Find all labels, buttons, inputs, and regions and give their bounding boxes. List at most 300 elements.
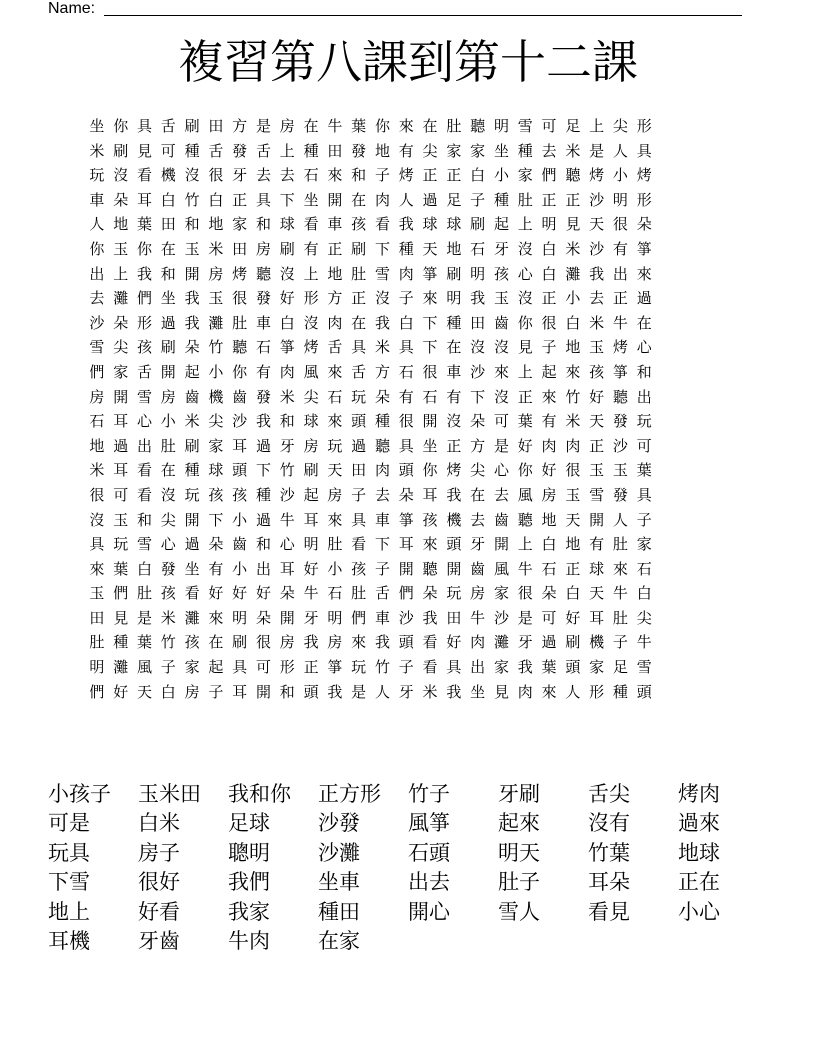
grid-cell[interactable]: 明	[493, 117, 509, 135]
grid-cell[interactable]: 很	[565, 461, 581, 480]
grid-cell[interactable]: 過	[113, 436, 129, 455]
grid-cell[interactable]: 上	[113, 264, 129, 283]
grid-cell[interactable]: 車	[327, 215, 343, 234]
grid-cell[interactable]: 牛	[303, 584, 319, 603]
grid-cell[interactable]: 來	[327, 166, 343, 185]
grid-cell[interactable]: 有	[208, 559, 224, 578]
grid-cell[interactable]: 家	[232, 215, 248, 234]
grid-cell[interactable]: 齒	[493, 313, 509, 332]
grid-cell[interactable]: 具	[232, 658, 248, 677]
grid-cell[interactable]: 過	[422, 190, 438, 209]
grid-cell[interactable]: 玉	[565, 485, 581, 504]
grid-cell[interactable]: 在	[160, 461, 176, 480]
grid-cell[interactable]: 開	[113, 387, 129, 406]
grid-cell[interactable]: 具	[398, 436, 414, 455]
grid-cell[interactable]: 耳	[279, 559, 295, 578]
grid-cell[interactable]: 足	[565, 117, 581, 135]
grid-cell[interactable]: 竹	[160, 633, 176, 652]
grid-cell[interactable]: 球	[422, 215, 438, 234]
grid-cell[interactable]: 和	[255, 215, 271, 234]
grid-cell[interactable]: 沒	[446, 412, 462, 431]
grid-cell[interactable]: 起	[208, 658, 224, 677]
grid-cell[interactable]: 玉	[184, 239, 200, 258]
grid-cell[interactable]: 白	[136, 559, 152, 578]
grid-cell[interactable]: 機	[446, 510, 462, 529]
grid-cell[interactable]: 玉	[113, 239, 129, 258]
grid-cell[interactable]: 房	[89, 387, 105, 406]
grid-cell[interactable]: 小	[565, 289, 581, 308]
grid-cell[interactable]: 在	[470, 485, 486, 504]
grid-cell[interactable]: 發	[232, 141, 248, 160]
grid-cell[interactable]: 灘	[493, 633, 509, 652]
grid-cell[interactable]: 牙	[279, 436, 295, 455]
grid-cell[interactable]: 有	[446, 387, 462, 406]
grid-cell[interactable]: 們	[541, 166, 557, 185]
grid-cell[interactable]: 白	[208, 190, 224, 209]
grid-cell[interactable]: 家	[113, 362, 129, 381]
grid-cell[interactable]: 去	[541, 141, 557, 160]
grid-cell[interactable]: 家	[589, 658, 605, 677]
grid-cell[interactable]: 我	[136, 264, 152, 283]
grid-cell[interactable]: 葉	[351, 117, 367, 135]
grid-cell[interactable]: 具	[351, 338, 367, 357]
grid-cell[interactable]: 可	[541, 608, 557, 627]
grid-cell[interactable]: 肉	[541, 436, 557, 455]
grid-cell[interactable]: 肉	[327, 313, 343, 332]
grid-cell[interactable]: 牛	[327, 117, 343, 135]
grid-cell[interactable]: 耳	[232, 436, 248, 455]
grid-cell[interactable]: 坐	[303, 190, 319, 209]
grid-cell[interactable]: 竹	[208, 338, 224, 357]
grid-cell[interactable]: 沙	[470, 362, 486, 381]
grid-cell[interactable]: 明	[327, 608, 343, 627]
grid-cell[interactable]: 箏	[422, 264, 438, 283]
grid-cell[interactable]: 在	[446, 338, 462, 357]
grid-cell[interactable]: 玩	[636, 412, 652, 431]
grid-cell[interactable]: 們	[136, 289, 152, 308]
grid-cell[interactable]: 和	[279, 682, 295, 701]
grid-cell[interactable]: 明	[89, 658, 105, 677]
grid-cell[interactable]: 地	[374, 141, 390, 160]
grid-cell[interactable]: 田	[89, 608, 105, 627]
grid-cell[interactable]: 刷	[470, 215, 486, 234]
grid-cell[interactable]: 雪	[136, 387, 152, 406]
grid-cell[interactable]: 機	[208, 387, 224, 406]
grid-cell[interactable]: 田	[351, 461, 367, 480]
grid-cell[interactable]: 子	[160, 658, 176, 677]
grid-cell[interactable]: 烤	[398, 166, 414, 185]
grid-cell[interactable]: 車	[374, 510, 390, 529]
grid-cell[interactable]: 看	[303, 215, 319, 234]
grid-cell[interactable]: 種	[255, 485, 271, 504]
grid-cell[interactable]: 頭	[565, 658, 581, 677]
grid-cell[interactable]: 在	[160, 239, 176, 258]
grid-cell[interactable]: 牙	[470, 535, 486, 554]
grid-cell[interactable]: 米	[565, 239, 581, 258]
grid-cell[interactable]: 發	[255, 387, 271, 406]
grid-cell[interactable]: 足	[446, 190, 462, 209]
grid-cell[interactable]: 尖	[612, 117, 628, 135]
grid-cell[interactable]: 竹	[184, 190, 200, 209]
grid-cell[interactable]: 肚	[612, 535, 628, 554]
grid-cell[interactable]: 去	[589, 289, 605, 308]
grid-cell[interactable]: 明	[612, 190, 628, 209]
grid-cell[interactable]: 我	[303, 633, 319, 652]
grid-cell[interactable]: 們	[89, 362, 105, 381]
grid-cell[interactable]: 朵	[374, 387, 390, 406]
grid-cell[interactable]: 上	[303, 264, 319, 283]
grid-cell[interactable]: 開	[327, 190, 343, 209]
grid-cell[interactable]: 米	[565, 412, 581, 431]
grid-cell[interactable]: 好	[565, 608, 581, 627]
grid-cell[interactable]: 開	[160, 362, 176, 381]
grid-cell[interactable]: 房	[279, 117, 295, 135]
grid-cell[interactable]: 人	[565, 682, 581, 701]
grid-cell[interactable]: 過	[184, 535, 200, 554]
grid-cell[interactable]: 玉	[89, 584, 105, 603]
grid-cell[interactable]: 箏	[279, 338, 295, 357]
grid-cell[interactable]: 朵	[636, 215, 652, 234]
grid-cell[interactable]: 灘	[184, 608, 200, 627]
grid-cell[interactable]: 是	[517, 608, 533, 627]
grid-cell[interactable]: 心	[636, 338, 652, 357]
grid-cell[interactable]: 田	[208, 117, 224, 135]
grid-cell[interactable]: 石	[255, 338, 271, 357]
grid-cell[interactable]: 心	[493, 461, 509, 480]
grid-cell[interactable]: 可	[493, 412, 509, 431]
grid-cell[interactable]: 來	[636, 264, 652, 283]
grid-cell[interactable]: 刷	[303, 461, 319, 480]
grid-cell[interactable]: 葉	[541, 658, 557, 677]
grid-cell[interactable]: 過	[541, 633, 557, 652]
grid-cell[interactable]: 看	[136, 166, 152, 185]
grid-cell[interactable]: 種	[113, 633, 129, 652]
grid-cell[interactable]: 很	[517, 584, 533, 603]
grid-cell[interactable]: 朵	[255, 608, 271, 627]
grid-cell[interactable]: 可	[541, 117, 557, 135]
grid-cell[interactable]: 米	[565, 141, 581, 160]
grid-cell[interactable]: 開	[446, 559, 462, 578]
grid-cell[interactable]: 看	[351, 535, 367, 554]
grid-cell[interactable]: 葉	[136, 215, 152, 234]
grid-cell[interactable]: 沒	[279, 264, 295, 283]
grid-cell[interactable]: 風	[493, 559, 509, 578]
grid-cell[interactable]: 正	[303, 658, 319, 677]
grid-cell[interactable]: 田	[446, 608, 462, 627]
grid-cell[interactable]: 們	[89, 682, 105, 701]
grid-cell[interactable]: 起	[184, 362, 200, 381]
grid-cell[interactable]: 田	[470, 313, 486, 332]
grid-cell[interactable]: 來	[493, 362, 509, 381]
grid-cell[interactable]: 去	[374, 485, 390, 504]
grid-cell[interactable]: 玉	[493, 289, 509, 308]
grid-cell[interactable]: 可	[636, 436, 652, 455]
grid-cell[interactable]: 肉	[374, 461, 390, 480]
grid-cell[interactable]: 舌	[160, 117, 176, 135]
grid-cell[interactable]: 石	[422, 387, 438, 406]
grid-cell[interactable]: 起	[493, 215, 509, 234]
grid-cell[interactable]: 很	[255, 633, 271, 652]
grid-cell[interactable]: 有	[398, 141, 414, 160]
grid-cell[interactable]: 正	[422, 166, 438, 185]
grid-cell[interactable]: 我	[422, 608, 438, 627]
grid-cell[interactable]: 見	[113, 608, 129, 627]
grid-cell[interactable]: 具	[446, 658, 462, 677]
grid-cell[interactable]: 我	[327, 682, 343, 701]
grid-cell[interactable]: 白	[541, 239, 557, 258]
grid-cell[interactable]: 刷	[184, 436, 200, 455]
grid-cell[interactable]: 下	[208, 510, 224, 529]
grid-cell[interactable]: 牛	[470, 608, 486, 627]
grid-cell[interactable]: 肚	[89, 633, 105, 652]
grid-cell[interactable]: 來	[89, 559, 105, 578]
grid-cell[interactable]: 有	[398, 387, 414, 406]
grid-cell[interactable]: 朵	[541, 584, 557, 603]
grid-cell[interactable]: 是	[136, 608, 152, 627]
grid-cell[interactable]: 來	[398, 117, 414, 135]
grid-cell[interactable]: 好	[279, 289, 295, 308]
grid-cell[interactable]: 來	[351, 633, 367, 652]
grid-cell[interactable]: 沒	[113, 166, 129, 185]
grid-cell[interactable]: 葉	[517, 412, 533, 431]
grid-cell[interactable]: 朵	[279, 584, 295, 603]
grid-cell[interactable]: 下	[255, 461, 271, 480]
grid-cell[interactable]: 很	[422, 362, 438, 381]
grid-cell[interactable]: 我	[374, 313, 390, 332]
grid-cell[interactable]: 和	[184, 215, 200, 234]
grid-cell[interactable]: 我	[398, 215, 414, 234]
grid-cell[interactable]: 小	[232, 510, 248, 529]
grid-cell[interactable]: 頭	[636, 682, 652, 701]
grid-cell[interactable]: 子	[636, 510, 652, 529]
grid-cell[interactable]: 沒	[374, 289, 390, 308]
grid-cell[interactable]: 竹	[279, 461, 295, 480]
grid-cell[interactable]: 上	[517, 362, 533, 381]
grid-cell[interactable]: 和	[351, 166, 367, 185]
grid-cell[interactable]: 明	[541, 215, 557, 234]
grid-cell[interactable]: 見	[493, 682, 509, 701]
grid-cell[interactable]: 玉	[589, 461, 605, 480]
grid-cell[interactable]: 去	[493, 485, 509, 504]
grid-cell[interactable]: 房	[255, 239, 271, 258]
grid-cell[interactable]: 去	[470, 510, 486, 529]
grid-cell[interactable]: 孩	[184, 633, 200, 652]
grid-cell[interactable]: 箏	[612, 362, 628, 381]
grid-cell[interactable]: 肚	[517, 190, 533, 209]
grid-cell[interactable]: 車	[374, 608, 390, 627]
grid-cell[interactable]: 石	[636, 559, 652, 578]
grid-cell[interactable]: 開	[279, 608, 295, 627]
grid-cell[interactable]: 子	[374, 559, 390, 578]
grid-cell[interactable]: 我	[255, 412, 271, 431]
grid-cell[interactable]: 田	[327, 141, 343, 160]
grid-cell[interactable]: 我	[184, 289, 200, 308]
grid-cell[interactable]: 肉	[470, 633, 486, 652]
grid-cell[interactable]: 和	[160, 264, 176, 283]
grid-cell[interactable]: 看	[136, 461, 152, 480]
grid-cell[interactable]: 沙	[279, 485, 295, 504]
grid-cell[interactable]: 聽	[255, 264, 271, 283]
grid-cell[interactable]: 見	[136, 141, 152, 160]
grid-cell[interactable]: 出	[89, 264, 105, 283]
grid-cell[interactable]: 形	[136, 313, 152, 332]
grid-cell[interactable]: 出	[470, 658, 486, 677]
grid-cell[interactable]: 方	[374, 362, 390, 381]
grid-cell[interactable]: 好	[517, 436, 533, 455]
grid-cell[interactable]: 家	[493, 584, 509, 603]
grid-cell[interactable]: 種	[493, 190, 509, 209]
grid-cell[interactable]: 具	[255, 190, 271, 209]
grid-cell[interactable]: 石	[398, 362, 414, 381]
grid-cell[interactable]: 人	[89, 215, 105, 234]
grid-cell[interactable]: 天	[327, 461, 343, 480]
grid-cell[interactable]: 來	[541, 387, 557, 406]
grid-cell[interactable]: 出	[612, 264, 628, 283]
grid-cell[interactable]: 是	[351, 682, 367, 701]
grid-cell[interactable]: 肉	[398, 264, 414, 283]
grid-cell[interactable]: 耳	[303, 510, 319, 529]
grid-cell[interactable]: 家	[446, 141, 462, 160]
name-underline[interactable]	[104, 15, 742, 16]
grid-cell[interactable]: 在	[208, 633, 224, 652]
grid-cell[interactable]: 心	[279, 535, 295, 554]
grid-cell[interactable]: 車	[255, 313, 271, 332]
grid-cell[interactable]: 玩	[446, 584, 462, 603]
grid-cell[interactable]: 牛	[517, 559, 533, 578]
grid-cell[interactable]: 我	[517, 658, 533, 677]
grid-cell[interactable]: 聽	[232, 338, 248, 357]
grid-cell[interactable]: 沒	[493, 338, 509, 357]
grid-cell[interactable]: 刷	[184, 117, 200, 135]
grid-cell[interactable]: 心	[517, 264, 533, 283]
grid-cell[interactable]: 舌	[255, 141, 271, 160]
grid-cell[interactable]: 刷	[160, 338, 176, 357]
grid-cell[interactable]: 種	[184, 461, 200, 480]
grid-cell[interactable]: 舌	[136, 362, 152, 381]
grid-cell[interactable]: 沒	[493, 387, 509, 406]
grid-cell[interactable]: 我	[374, 633, 390, 652]
grid-cell[interactable]: 孩	[493, 264, 509, 283]
grid-cell[interactable]: 葉	[136, 633, 152, 652]
grid-cell[interactable]: 竹	[565, 387, 581, 406]
grid-cell[interactable]: 發	[612, 485, 628, 504]
grid-cell[interactable]: 聽	[565, 166, 581, 185]
grid-cell[interactable]: 好	[446, 633, 462, 652]
grid-cell[interactable]: 米	[160, 608, 176, 627]
grid-cell[interactable]: 在	[303, 117, 319, 135]
grid-cell[interactable]: 很	[612, 215, 628, 234]
grid-cell[interactable]: 正	[327, 239, 343, 258]
grid-cell[interactable]: 沙	[589, 190, 605, 209]
grid-cell[interactable]: 刷	[446, 264, 462, 283]
grid-cell[interactable]: 刷	[351, 239, 367, 258]
grid-cell[interactable]: 肉	[517, 682, 533, 701]
grid-cell[interactable]: 是	[255, 117, 271, 135]
grid-cell[interactable]: 在	[636, 313, 652, 332]
grid-cell[interactable]: 尖	[160, 510, 176, 529]
grid-cell[interactable]: 好	[232, 584, 248, 603]
grid-cell[interactable]: 白	[470, 166, 486, 185]
grid-cell[interactable]: 有	[589, 535, 605, 554]
grid-cell[interactable]: 房	[327, 633, 343, 652]
grid-cell[interactable]: 子	[351, 485, 367, 504]
grid-cell[interactable]: 我	[589, 264, 605, 283]
grid-cell[interactable]: 玩	[184, 485, 200, 504]
grid-cell[interactable]: 肚	[136, 584, 152, 603]
grid-cell[interactable]: 家	[208, 436, 224, 455]
grid-cell[interactable]: 車	[446, 362, 462, 381]
grid-cell[interactable]: 沒	[470, 338, 486, 357]
grid-cell[interactable]: 種	[303, 141, 319, 160]
grid-cell[interactable]: 雪	[517, 117, 533, 135]
grid-cell[interactable]: 心	[160, 535, 176, 554]
grid-cell[interactable]: 尖	[422, 141, 438, 160]
grid-cell[interactable]: 下	[470, 387, 486, 406]
grid-cell[interactable]: 聽	[612, 387, 628, 406]
grid-cell[interactable]: 聽	[374, 436, 390, 455]
grid-cell[interactable]: 牛	[636, 633, 652, 652]
grid-cell[interactable]: 地	[565, 535, 581, 554]
grid-cell[interactable]: 我	[446, 485, 462, 504]
grid-cell[interactable]: 灘	[208, 313, 224, 332]
grid-cell[interactable]: 發	[351, 141, 367, 160]
grid-cell[interactable]: 去	[89, 289, 105, 308]
grid-cell[interactable]: 你	[517, 461, 533, 480]
grid-cell[interactable]: 房	[303, 436, 319, 455]
grid-cell[interactable]: 舌	[208, 141, 224, 160]
grid-cell[interactable]: 去	[279, 166, 295, 185]
grid-cell[interactable]: 雪	[136, 535, 152, 554]
grid-cell[interactable]: 家	[636, 535, 652, 554]
grid-cell[interactable]: 肉	[279, 362, 295, 381]
grid-cell[interactable]: 箏	[636, 239, 652, 258]
grid-cell[interactable]: 小	[232, 559, 248, 578]
grid-cell[interactable]: 我	[470, 289, 486, 308]
grid-cell[interactable]: 玩	[351, 658, 367, 677]
grid-cell[interactable]: 家	[184, 658, 200, 677]
grid-cell[interactable]: 可	[160, 141, 176, 160]
grid-cell[interactable]: 發	[255, 289, 271, 308]
grid-cell[interactable]: 箏	[398, 510, 414, 529]
grid-cell[interactable]: 球	[589, 559, 605, 578]
grid-cell[interactable]: 米	[279, 387, 295, 406]
grid-cell[interactable]: 地	[327, 264, 343, 283]
grid-cell[interactable]: 坐	[470, 682, 486, 701]
grid-cell[interactable]: 球	[303, 412, 319, 431]
grid-cell[interactable]: 孩	[351, 215, 367, 234]
grid-cell[interactable]: 沙	[612, 436, 628, 455]
grid-cell[interactable]: 玩	[89, 166, 105, 185]
grid-cell[interactable]: 小	[160, 412, 176, 431]
grid-cell[interactable]: 坐	[184, 559, 200, 578]
grid-cell[interactable]: 你	[374, 117, 390, 135]
grid-cell[interactable]: 去	[255, 166, 271, 185]
grid-cell[interactable]: 地	[113, 215, 129, 234]
grid-cell[interactable]: 方	[470, 436, 486, 455]
grid-cell[interactable]: 開	[493, 535, 509, 554]
grid-cell[interactable]: 舌	[351, 362, 367, 381]
grid-cell[interactable]: 房	[541, 485, 557, 504]
grid-cell[interactable]: 朵	[113, 190, 129, 209]
grid-cell[interactable]: 正	[612, 289, 628, 308]
grid-cell[interactable]: 來	[565, 362, 581, 381]
grid-cell[interactable]: 看	[374, 215, 390, 234]
grid-cell[interactable]: 具	[136, 117, 152, 135]
grid-cell[interactable]: 頭	[446, 535, 462, 554]
grid-cell[interactable]: 齒	[470, 559, 486, 578]
grid-cell[interactable]: 沒	[89, 510, 105, 529]
grid-cell[interactable]: 正	[541, 289, 557, 308]
